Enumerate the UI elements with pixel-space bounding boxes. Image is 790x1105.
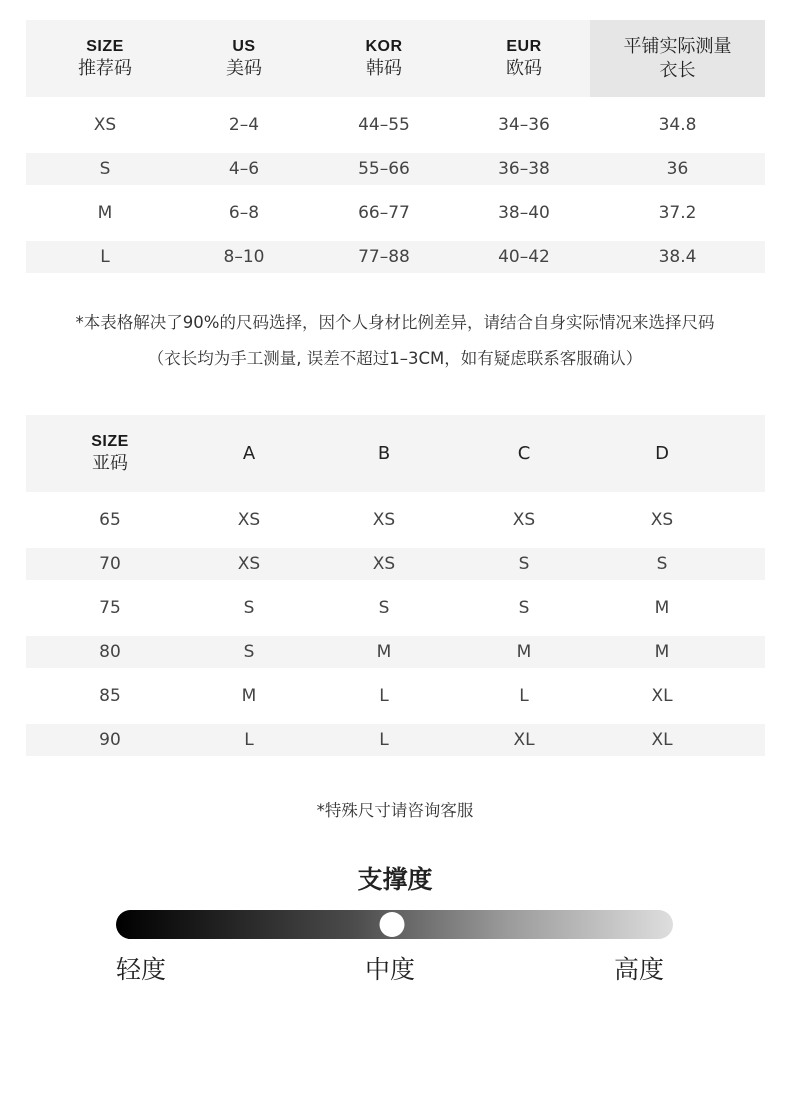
cell-length: 38.4 xyxy=(658,247,697,267)
cell-cup-b: XS xyxy=(372,510,396,530)
cell-kor: 66–77 xyxy=(358,203,410,223)
cell-length: 37.2 xyxy=(658,203,697,223)
cell-cup-d: XL xyxy=(651,686,673,706)
header-label: A xyxy=(242,443,256,464)
header-cup-b xyxy=(324,415,444,492)
header-label-en: SIZE xyxy=(91,432,129,450)
table-row xyxy=(26,548,765,580)
cell-us: 8–10 xyxy=(223,247,265,267)
support-level-medium: 中度 xyxy=(365,955,416,984)
header-kor xyxy=(304,20,464,97)
cup-size-table xyxy=(26,415,765,756)
header-size xyxy=(26,415,194,492)
cell-cup-c: L xyxy=(519,686,529,706)
table-row xyxy=(26,636,765,668)
cell-cup-c: S xyxy=(518,554,530,574)
size-conversion-table xyxy=(26,20,765,273)
cell-cup-d: S xyxy=(656,554,668,574)
cell-cup-a: L xyxy=(244,730,254,750)
cell-eur: 40–42 xyxy=(498,247,550,267)
cell-cup-b: L xyxy=(379,730,389,750)
cell-cup-b: XS xyxy=(372,554,396,574)
special-size-note: *特殊尺寸请咨询客服 xyxy=(316,801,474,820)
cell-band: 75 xyxy=(99,598,121,618)
table-row xyxy=(26,504,765,536)
table-row xyxy=(26,153,765,185)
cell-length: 34.8 xyxy=(658,115,697,135)
size-guide-note: *本表格解决了90%的尺码选择，因个人身材比例差异，请结合自身实际情况来选择尺码 xyxy=(75,313,715,332)
table-header xyxy=(26,20,765,97)
header-label-en: EUR xyxy=(506,37,542,55)
cell-cup-d: M xyxy=(654,598,670,618)
cell-size: M xyxy=(97,203,113,223)
cell-kor: 55–66 xyxy=(358,159,410,179)
header-size xyxy=(26,20,184,97)
cell-cup-c: XL xyxy=(513,730,535,750)
header-label: D xyxy=(655,443,669,464)
cell-cup-c: M xyxy=(516,642,532,662)
header-label-cn: 衣长 xyxy=(659,59,696,81)
cell-eur: 36–38 xyxy=(498,159,550,179)
cell-cup-d: M xyxy=(654,642,670,662)
measurement-note: （衣长均为手工测量, 误差不超过1–3CM，如有疑虑联系客服确认） xyxy=(147,349,643,368)
header-length xyxy=(590,20,765,97)
cell-band: 90 xyxy=(99,730,121,750)
table-row xyxy=(26,680,765,712)
cell-cup-c: XS xyxy=(512,510,536,530)
cell-kor: 77–88 xyxy=(358,247,410,267)
cell-cup-a: S xyxy=(243,642,255,662)
header-label-cn: 推荐码 xyxy=(78,57,132,79)
cell-cup-d: XL xyxy=(651,730,673,750)
cell-us: 2–4 xyxy=(228,115,260,135)
cell-size: XS xyxy=(93,115,117,135)
header-label-cn: 韩码 xyxy=(366,57,402,79)
table-row xyxy=(26,241,765,273)
header-label-cn: 亚码 xyxy=(92,452,128,474)
cell-us: 6–8 xyxy=(228,203,260,223)
cell-band: 70 xyxy=(99,554,121,574)
cell-cup-b: L xyxy=(379,686,389,706)
cell-cup-c: S xyxy=(518,598,530,618)
header-label-measure: 平铺实际测量 xyxy=(623,35,732,57)
header-label-en: US xyxy=(232,37,256,55)
support-level-low: 轻度 xyxy=(116,955,167,984)
cell-cup-b: S xyxy=(378,598,390,618)
header-cup-a xyxy=(194,415,304,492)
cell-kor: 44–55 xyxy=(358,115,410,135)
cell-us: 4–6 xyxy=(228,159,260,179)
cell-band: 85 xyxy=(99,686,121,706)
cell-eur: 34–36 xyxy=(498,115,550,135)
cell-cup-d: XS xyxy=(650,510,674,530)
header-cup-c xyxy=(464,415,584,492)
header-label-cn: 欧码 xyxy=(506,57,542,79)
cell-length: 36 xyxy=(666,159,689,179)
header-us xyxy=(184,20,304,97)
cell-cup-a: S xyxy=(243,598,255,618)
header-label: B xyxy=(377,443,391,464)
table-row xyxy=(26,724,765,756)
header-eur xyxy=(464,20,584,97)
cell-size: S xyxy=(99,159,111,179)
support-level-title: 支撑度 xyxy=(357,865,433,894)
header-label-en: KOR xyxy=(365,37,403,55)
cell-cup-a: M xyxy=(241,686,257,706)
cell-eur: 38–40 xyxy=(498,203,550,223)
table-row xyxy=(26,109,765,141)
cell-cup-a: XS xyxy=(237,510,261,530)
header-cup-d xyxy=(602,415,722,492)
cell-cup-a: XS xyxy=(237,554,261,574)
support-level-high: 高度 xyxy=(614,955,665,984)
table-row xyxy=(26,592,765,624)
support-level-indicator xyxy=(379,912,404,937)
header-label-en: SIZE xyxy=(86,37,124,55)
cell-size: L xyxy=(100,247,110,267)
table-row xyxy=(26,197,765,229)
cell-band: 80 xyxy=(99,642,121,662)
header-label: C xyxy=(517,443,531,464)
support-level-bar xyxy=(116,910,673,939)
table-header xyxy=(26,415,765,492)
header-label-cn: 美码 xyxy=(226,57,262,79)
cell-cup-b: M xyxy=(376,642,392,662)
cell-band: 65 xyxy=(99,510,121,530)
